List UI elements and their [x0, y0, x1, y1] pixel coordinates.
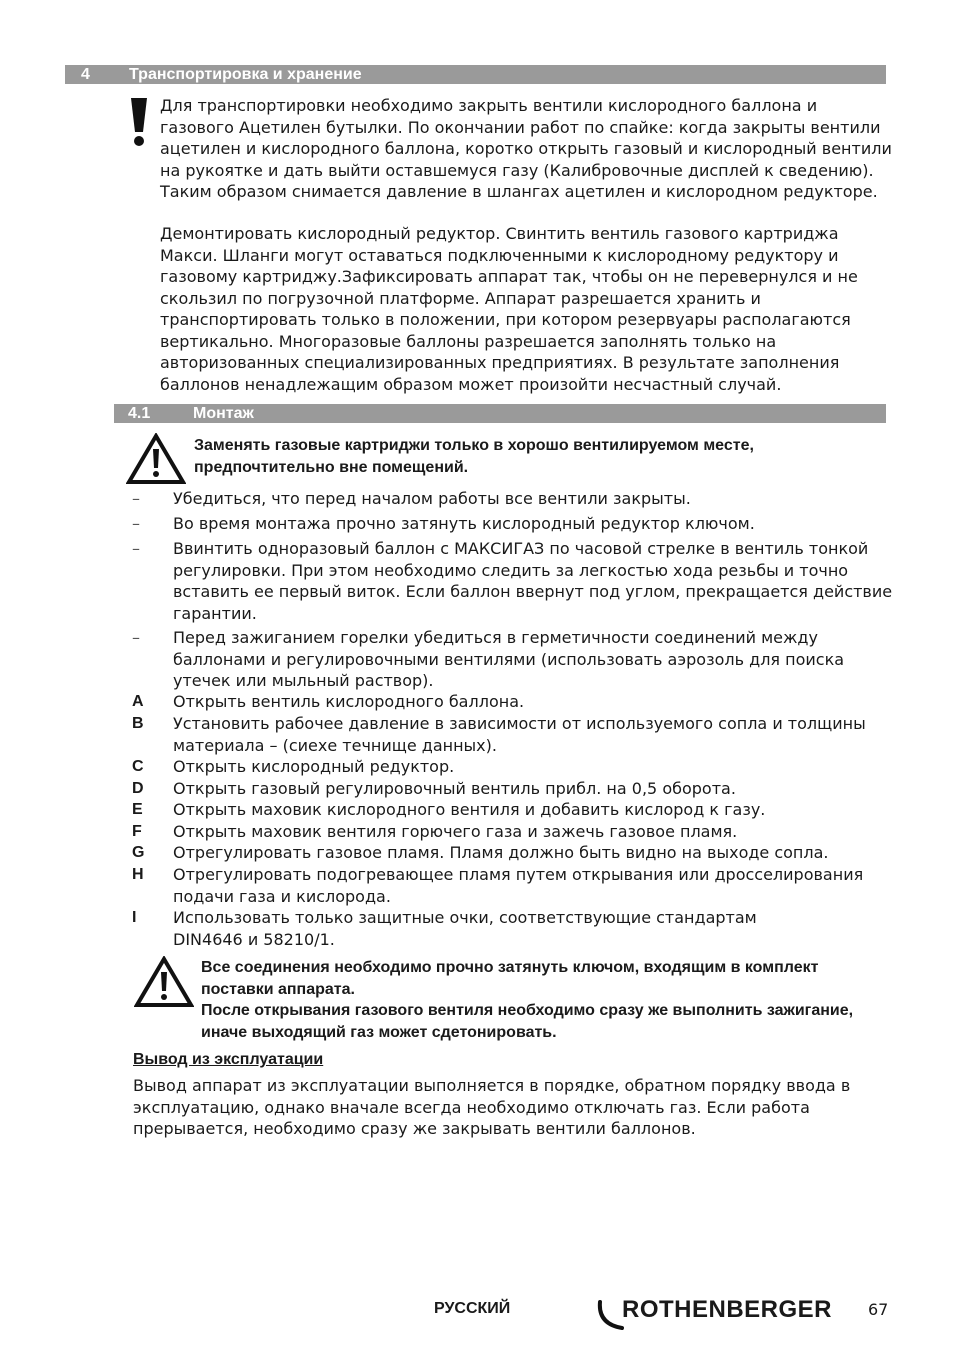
transport-paragraph-2: Демонтировать кислородный редуктор. Свинтить вентиль газового картриджа Макси. Шланги могут оставаться подключенными к кислородному редуктору и газовому картриджу.Зафиксировать аппарат так, чтобы он не перевернулся и не скользил по погрузочной платформе. Аппарат разрешается хранить и транспортировать только в положении, при котором резервуары располагаются вертикально. Многоразовые баллоны разрешается заполнять только на авторизованных специализированных предприятиях. В результате заполнения баллонов ненадлежащим образом может произойти несчастный случай. — [160, 224, 858, 394]
list-item-text: Ввинтить одноразовый баллон с МАКСИГАЗ по часовой стрелке в вентиль тонкой регулировки. При этом необходимо следить за легкостью хода резьбы и точно вставить ее первый виток. Если баллон ввернут под углом, прекращается действие гарантии. — [173, 539, 893, 623]
step-text: Отрегулировать подогревающее пламя путем открывания или дросселирования подачи газа и кислорода. — [173, 865, 864, 906]
brand-logo — [596, 1294, 836, 1334]
transport-paragraph-1: Для транспортировки необходимо закрыть вентили кислородного баллона и газового Ацетилен бутылки. По окончании работ по спайке: когда закрыты вентили ацетилен и кислородного баллона, коротко открыть газовый и кислородный вентили на рукоятке и дать выйти оставшемуся газу (Калибровочные дисплей к сведению). Таким образом снимается давление в шлангах ацетилен и кислородном редукторе. — [160, 96, 892, 201]
warning-text-2b: После открывания газового вентиля необходимо сразу же выполнить зажигание, иначе выходящий газ может сдетонировать. — [201, 1002, 854, 1041]
warning-text-1: Заменять газовые картриджи только в хорошо вентилируемом месте, предпочтительно вне помещений. — [194, 437, 754, 476]
step-letter: H — [132, 866, 144, 883]
list-marker: – — [132, 628, 140, 647]
step-letter: G — [132, 844, 145, 861]
section-number: 4 — [81, 66, 90, 83]
warning-triangle-icon — [126, 433, 186, 485]
page-number: 67 — [868, 1300, 889, 1319]
list-marker: – — [132, 539, 140, 558]
brand-name: ROTHENBERGER — [622, 1296, 833, 1323]
section-header-4 — [65, 65, 886, 84]
step-letter: E — [132, 801, 143, 818]
step-text: Установить рабочее давление в зависимости от используемого сопла и толщины материала – (сиехе течнище данных). — [173, 714, 866, 755]
step-text: Использовать только защитные очки, соответствующие стандартам DIN4646 и 58210/1. — [173, 908, 757, 949]
section-title: Монтаж — [193, 405, 254, 422]
list-marker: – — [132, 489, 140, 508]
step-letter: F — [132, 823, 142, 840]
list-marker: – — [132, 514, 140, 533]
step-text: Открыть маховик кислородного вентиля и добавить кислород к газу. — [173, 800, 766, 819]
list-item-text: Убедиться, что перед началом работы все вентили закрыты. — [173, 489, 691, 508]
step-letter: B — [132, 715, 144, 732]
section-title: Транспортировка и хранение — [129, 66, 362, 83]
warning-text-2a: Все соединения необходимо прочно затянуть ключом, входящим в комплект поставки аппарата. — [201, 959, 819, 998]
step-text: Отрегулировать газовое пламя. Пламя должно быть видно на выходе сопла. — [173, 843, 829, 862]
step-text: Открыть кислородный редуктор. — [173, 757, 455, 776]
list-item-text: Во время монтажа прочно затянуть кислородный редуктор ключом. — [173, 514, 755, 533]
step-letter: I — [132, 909, 137, 926]
list-item-text: Перед зажиганием горелки убедиться в герметичности соединений между баллонами и регулировочными вентилями (использовать аэрозоль для поиска утечек или мыльный раствор). — [173, 628, 845, 690]
decommission-heading: Вывод из эксплуатации — [133, 1051, 324, 1068]
warning-triangle-icon — [134, 956, 194, 1008]
section-header-4-1 — [114, 404, 886, 423]
section-number: 4.1 — [128, 405, 151, 422]
step-text: Открыть вентиль кислородного баллона. — [173, 692, 525, 711]
decommission-text: Вывод аппарат из эксплуатации выполняется в порядке, обратном порядку ввода в эксплуатацию, однако вначале всегда необходимо отключать газ. Если работа прерывается, необходимо сразу же закрывать вентили баллонов. — [133, 1076, 851, 1138]
exclamation-icon — [128, 96, 150, 148]
step-letter: C — [132, 758, 144, 775]
footer-language: РУССКИЙ — [434, 1300, 511, 1317]
step-letter: A — [132, 693, 144, 710]
step-letter: D — [132, 780, 144, 797]
step-text: Открыть маховик вентиля горючего газа и зажечь газовое пламя. — [173, 822, 738, 841]
step-text: Открыть газовый регулировочный вентиль прибл. на 0,5 оборота. — [173, 779, 736, 798]
